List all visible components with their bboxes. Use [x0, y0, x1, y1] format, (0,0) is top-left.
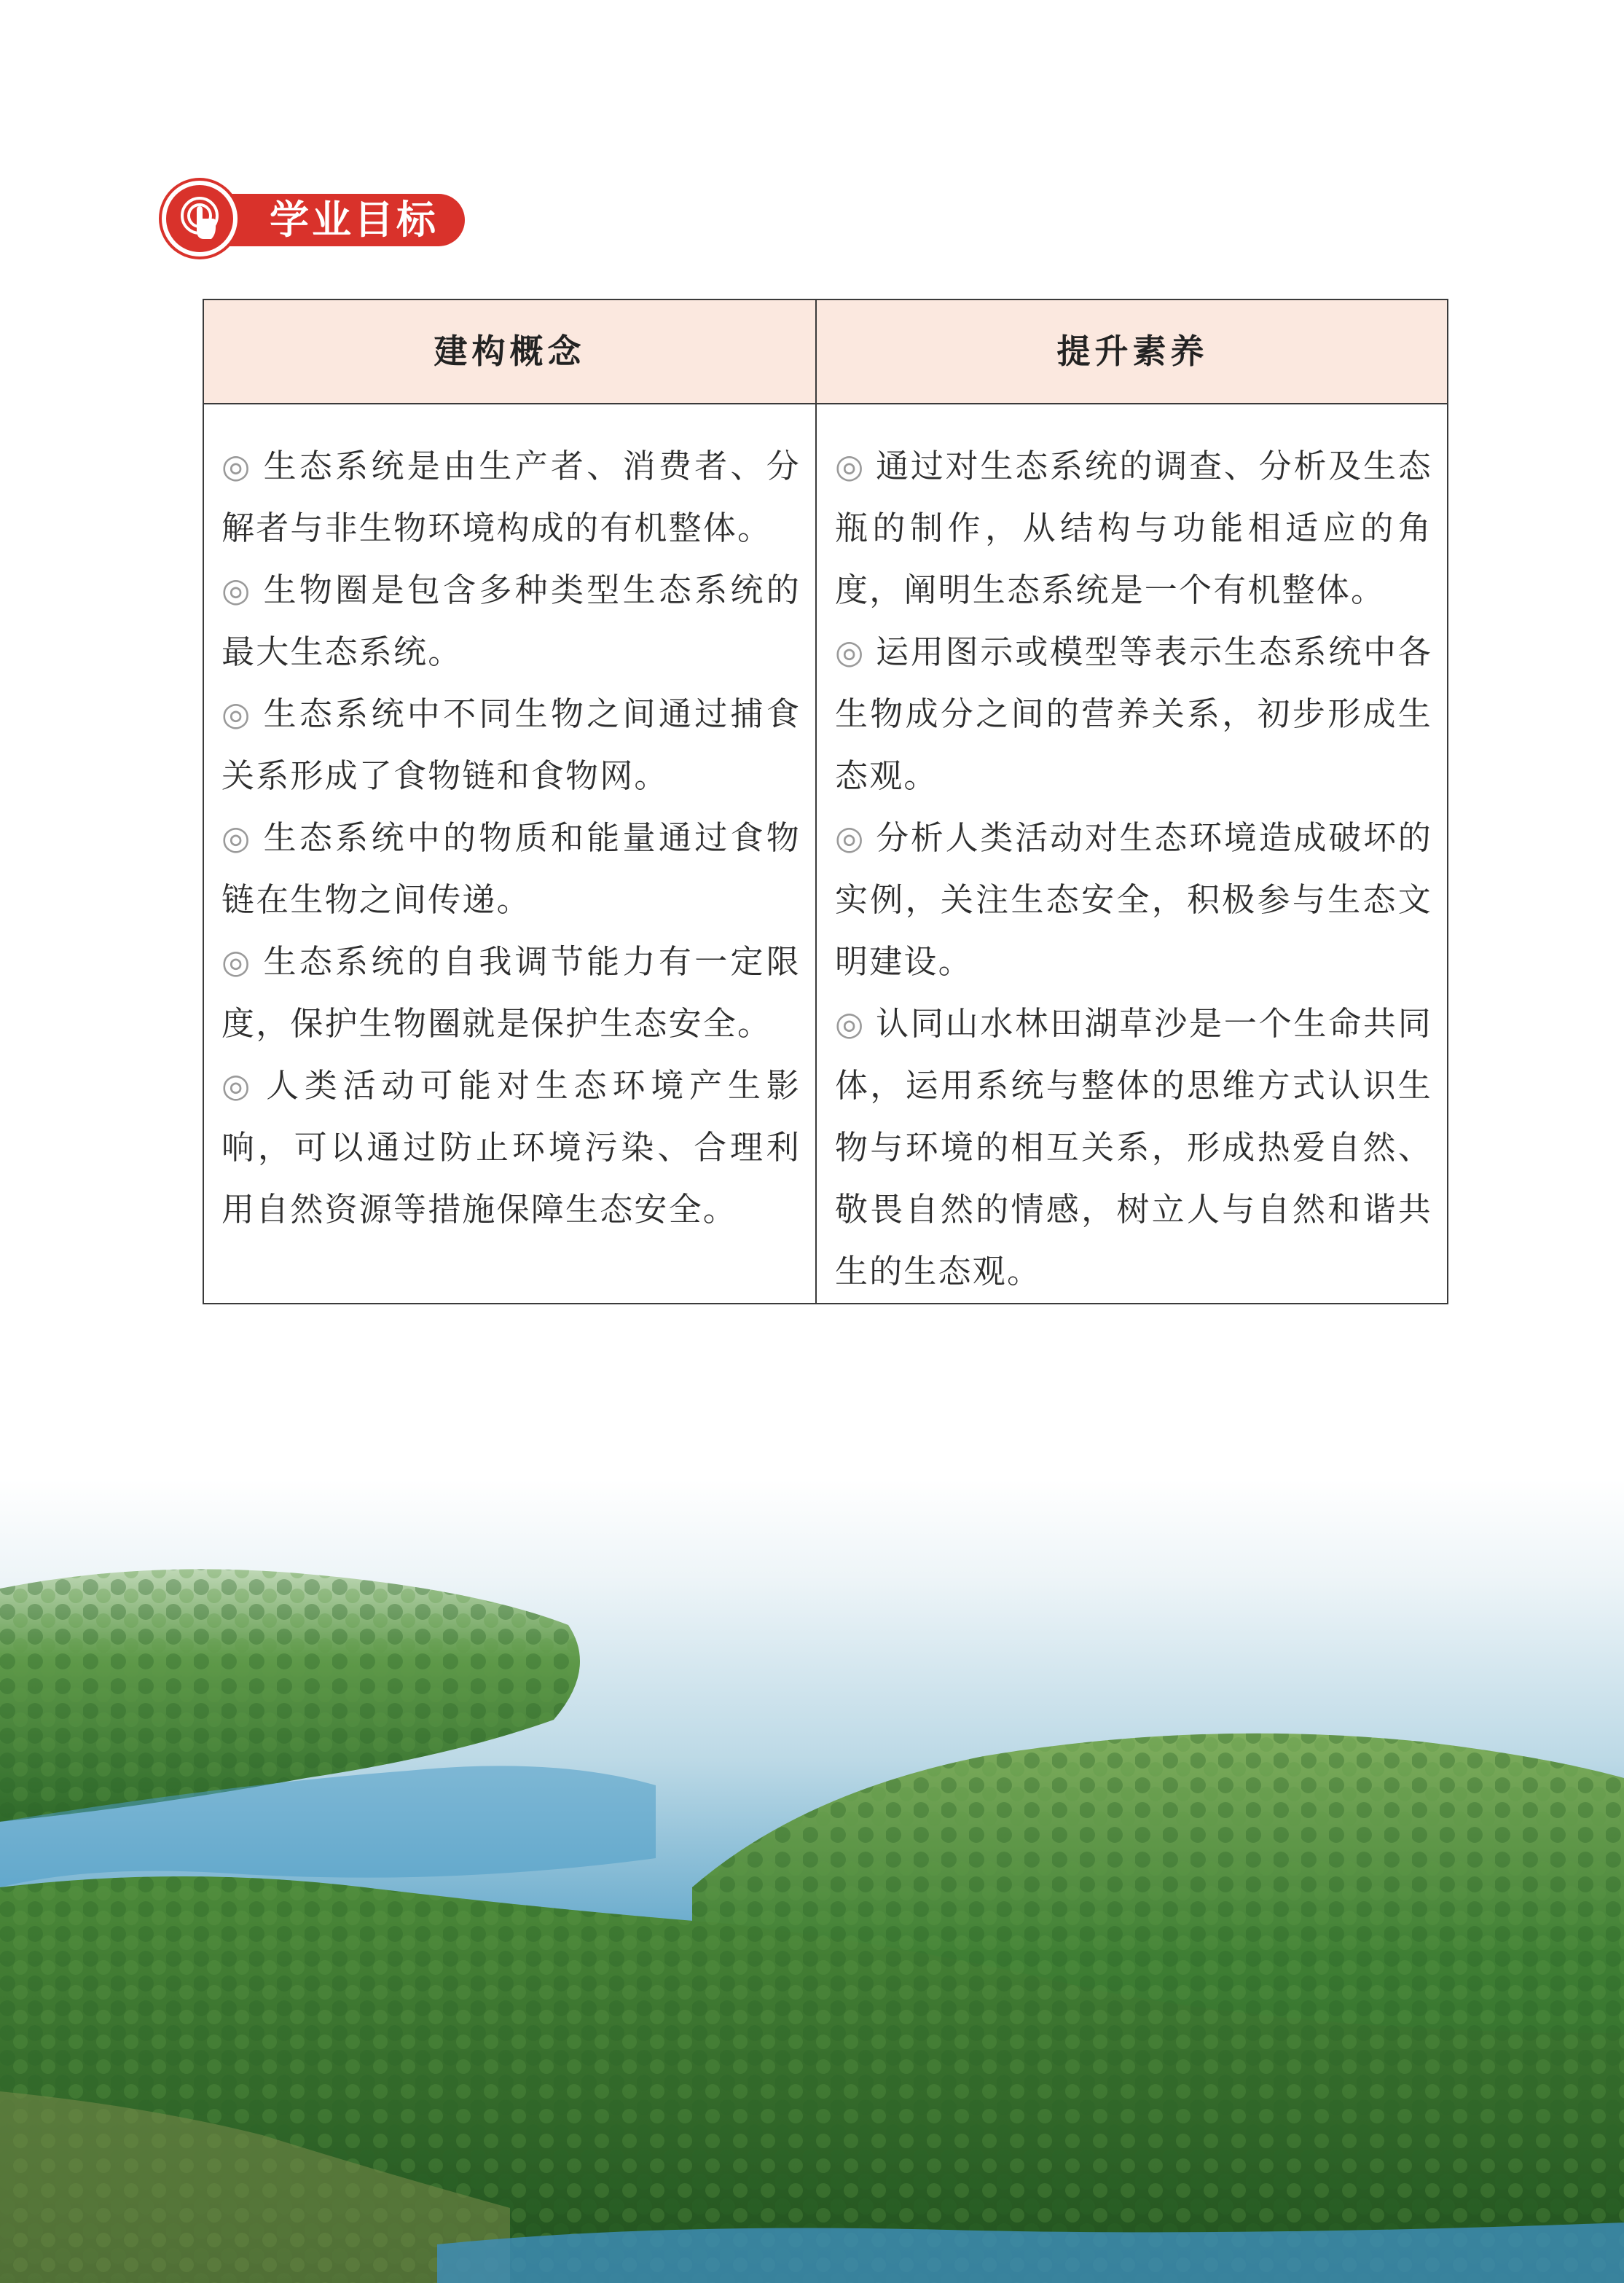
touch-finger-icon: [162, 181, 238, 257]
list-item: [835, 992, 1432, 1302]
bullet-icon: ◎: [221, 694, 254, 733]
bullet-icon: ◎: [221, 1066, 256, 1105]
bullet-icon: ◎: [835, 818, 866, 857]
list-item: [221, 559, 801, 683]
table-header-row: [204, 300, 1447, 404]
list-item: [221, 1054, 801, 1240]
literacy-text: 分析人类活动对生态环境造成破坏的实例，关注生态安全，积极参与生态文明建设。: [835, 818, 1433, 981]
bullet-icon: ◎: [221, 818, 254, 857]
section-badge-pill: [205, 194, 465, 246]
column-divider: [815, 300, 817, 1303]
bullet-icon: ◎: [221, 447, 254, 485]
literacy-text: 运用图示或模型等表示生态系统中各生物成分之间的营养关系，初步形成生态观。: [835, 633, 1433, 795]
concept-text: 生态系统中不同生物之间通过捕食关系形成了食物链和食物网。: [221, 694, 801, 795]
bullet-icon: ◎: [221, 571, 254, 609]
concept-text: 生态系统中的物质和能量通过食物链在生物之间传递。: [221, 818, 801, 919]
concept-text: 生态系统的自我调节能力有一定限度，保护生物圈就是保护生态安全。: [221, 942, 801, 1043]
list-item: [221, 435, 801, 559]
concept-text: 生物圈是包含多种类型生态系统的最大生态系统。: [221, 571, 801, 671]
list-item: [221, 683, 801, 807]
bullet-icon: ◎: [835, 633, 866, 671]
bullet-icon: ◎: [835, 1004, 866, 1043]
column-header-literacy: 提升素养: [1056, 332, 1209, 371]
literacy-text: 认同山水林田湖草沙是一个生命共同体，运用系统与整体的思维方式认识生物与环境的相互关系，形成热爱自然、敬畏自然的情感，树立人与自然和谐共生的生态观。: [835, 1004, 1433, 1291]
concept-text: 人类活动可能对生态环境产生影响，可以通过防止环境污染、合理利用自然资源等措施保障生态安全。: [221, 1066, 801, 1229]
section-badge: [162, 181, 466, 257]
column-header-concepts: 建构概念: [434, 332, 586, 371]
bullet-icon: ◎: [221, 942, 254, 981]
list-item: [835, 621, 1432, 807]
concepts-column: [221, 435, 801, 1240]
learning-goals-table: [203, 299, 1448, 1304]
bullet-icon: ◎: [835, 447, 866, 485]
concept-text: 生态系统是由生产者、消费者、分解者与非生物环境构成的有机整体。: [221, 447, 801, 547]
lake-forest-photo: [0, 1479, 1624, 2283]
list-item: [835, 435, 1432, 621]
list-item: [835, 807, 1432, 992]
literacy-text: 通过对生态系统的调查、分析及生态瓶的制作，从结构与功能相适应的角度，阐明生态系统是一个有机整体。: [835, 447, 1433, 609]
list-item: [221, 807, 801, 931]
list-item: [221, 931, 801, 1054]
literacy-column: [835, 435, 1432, 1302]
section-title: 学业目标: [270, 197, 439, 243]
